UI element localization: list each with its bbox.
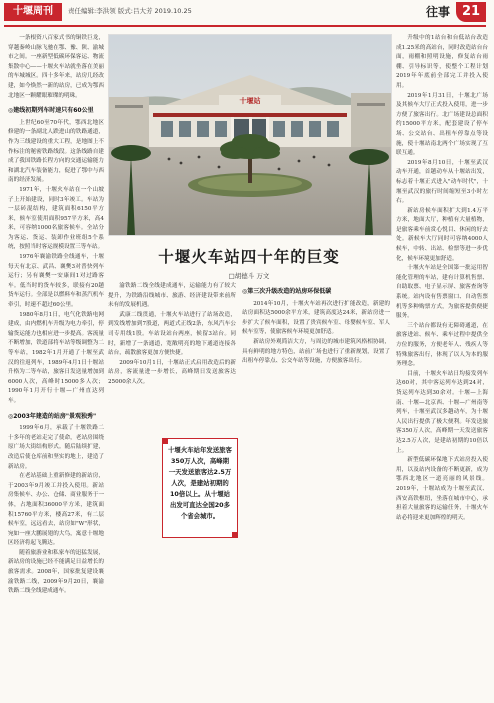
paragraph: 在老站基础上重新修建的新站房，于2003年9月竣工并投入使用。新站房集候车、办公、仓储、商业服务于一体，占地面积36000平方米，建筑面积15760平方米，楼高27米，有二层候车室，远远看去，站房如"W"形状，宛如一座大鹏展翅的大鸟，寓意十堰地区经济将起飞腾达。 — [8, 473, 104, 547]
page-number: 21 — [456, 2, 486, 22]
column-left — [8, 34, 104, 696]
paragraph: 2009年10月1日，十堰站正式启用改造后的新站房，客流量进一步增长，高峰期日发送旅客达25000余人次。 — [108, 359, 236, 385]
station-photo-image — [109, 35, 391, 235]
paragraph: 1976年襄渝铁路全线通车，十堰每天有北京、武昌、襄樊3对普快列车运行；另有襄樊一安康间1对过路客车。低当时的货车较多，联接有20趟货车运行。全部是以燃料车和蒸汽机车牵引，时速不超过60公里。 — [8, 254, 104, 309]
paragraph: 上世纪60至70年代，鄂西北地区修建的一条副北人跌进山的铁路通道，作为三线建设的重大工程，是地图上不作标注的秘密铁路线段。这条线路自建成了我国铁路长程方向的交通运输能力和湖北汽车装备能力，促进了鄂中与西南的经济发展。 — [8, 119, 104, 184]
paragraph: 随着旅游业和私家车的迅猛发展，新站房的设施已经不能满足日益增长的旅客需求。2008年，国家批复建设襄渝铁路二线，2009年9月20日，襄渝铁路二线全线建成通车。 — [8, 549, 104, 595]
pull-quote-corner — [162, 438, 168, 444]
section-subheading: ◎第三次升级改造的站房环保低碳 — [242, 288, 332, 295]
header-rule — [4, 25, 486, 27]
page-header — [0, 0, 494, 26]
paragraph: 1971年，十堰火车站在一个山坡子上开始建设，同时3年竣工。车站为一层砖混结构，建筑面积6150平方米，候车室使用面积957平方米，高4米，可容纳1000名旅客候车。全站分为客运、货运、装卸作业班组5个系统，按照当时客运规模设置三等车站。 — [8, 186, 104, 251]
paragraph: 2014年10月，十堰火车站再次进行扩能改造，新建的站房面积达5000余平方米，建筑高度达24米，新站房进一步扩大了候车面积，设置了贵宾候车室、母婴候车室、军人候车室等，使旅客候车环境更加舒适。 — [242, 300, 390, 336]
article-title: 十堰火车站四十年的巨变 — [158, 247, 340, 266]
article-byline: □胡德斗 万文 — [228, 272, 270, 280]
paragraph: 一条根资八百家式书的铜铁巨龙，穿越秦岭山脉飞驰在鄂、豫、陕、渝城市之间。一座新型低碳环保客运、物流集散中心——十堰火车站就坐落在美丽的车城城区。四十多年来，站房几经改建，如今焕然一新的站房，已成为鄂西北地区一颗耀眼璀璨的明珠。 — [8, 35, 104, 99]
paragraph: 渝铁路二线全线建成通车，运输能力有了较大提升，为铁路沿线城市、旅游、经济建设带来前所未有的发展机遇。 — [108, 283, 236, 309]
column-right — [396, 34, 488, 696]
section-name: 往事 — [425, 5, 450, 19]
edit-info: 责任编辑:李洪领 版式:吕大芳 2019.10.25 — [68, 7, 192, 15]
paragraph: 1980年8月1日，电气化铁路电网建成，由内燃机车升级为电力牵引，停输货运能力也相应进一步提高。客流量不断增加，铁道部将车站等级调整为二等车站，1982年1月开通了十堰至武汉的往返列车，1989年4月1日十堰站升格为二等车站，旅客日发送量增加到6000人次，高峰时15000多人次；1990年1月开行十堰—广州直达列车。 — [8, 311, 104, 404]
paragraph: 2019年1月31日，十堰北广场及其候车大厅正式投入使用，进一步方便了旅客出行。北广场建设总面积约15000平方米，配套建设了停车场、公交站台、出租车停靠点等设施，使十堰站南北两个广场实现了互联互通。 — [396, 92, 488, 157]
article-title-block — [108, 245, 390, 280]
station-sign: 十堰站 — [239, 97, 261, 105]
paragraph: 三个站台都设有无障碍通道，在旅客进站、候车、乘车过程中提供全方位的服务，方便老年人、残疾人等特殊旅客出行，体现了以人为本的服务理念。 — [396, 322, 488, 368]
paragraph: 2019年8月10日，十堰至武汉动车开通，首趟动车从十堰站出发，标志着十堰正式进入"动车时代"，十堰至武汉的旅行时间缩短至3小时左右。 — [396, 159, 488, 205]
paragraph: 升级中的1站台和台低站台改造成1.25米的高站台，同时改造站台台面，雨棚和照明设施，修复站台雨棚、引导标识等，使整个工程计划2019年年底前全部完工并投入使用。 — [396, 35, 488, 89]
pull-quote — [162, 438, 238, 538]
pull-quote-text: 十堰火车站年发送旅客350万人次，高峰期一天发送旅客达2.5万人次，是建站初期的10倍以上。从十堰站出发可直达全国20多个省会城市。 — [168, 446, 232, 520]
section-subheading: ◎建线初期列车时速只有60公里 — [8, 107, 94, 115]
column-center — [242, 282, 390, 696]
paragraph: 新站房候车面积扩大到1.4万平方米，地面大厅，种植有大量植物，是旅客乘车前赏心悦目、休闲的好去处。新候车大厅同时可容纳4000人候车，中转、出站、检票等进一步优化，候车环境更加舒适。 — [396, 207, 488, 262]
paragraph: 新站房外观简洁大方，与周边的城市建筑风格相协调，具有鲜明的地方特色，站前广场也进行了重新规划，设置了出租车停靠点、公交车站等设施，方便旅客出行。 — [242, 338, 390, 365]
column-middle-lower — [108, 540, 236, 696]
station-photo — [108, 34, 392, 236]
pull-quote-corner — [232, 532, 238, 538]
paragraph: 武康二线贯通，十堰火车站进行了站场改造，到发线增加到7股道，两道式正线2条，东风汽车公司专用线1股。车站设站台两座，候留3站台。同时，新增了一条通道，宽敞明亮的地下通道连接各站台，疏散旅客更加方便快捷。 — [108, 311, 236, 357]
paragraph: 目前，十堰火车站日均接发列车达60对，其中客运列车达到24对，货运列车达到30余对。十堰—上海南、十堰—北京西、十堰—广州南等列车，十堰至武汉多趟动车，为十堰人民出行提供了极大便利。年发送旅客350万人次，高峰期一天发送旅客达2.5万人次，是建站初期的10倍以上。 — [396, 370, 488, 454]
paragraph: 十堰火车站是全国第一批运用智能化管理的车站，建有计算机售票、自助取票、电子显示屏、旅客查询等系统。站内设有售票窗口、自动售票机等多种购票方式，为旅客提供便捷服务。 — [396, 265, 488, 320]
column-middle — [108, 282, 236, 432]
paragraph: 新型低碳环保地下式站房投入使用，以及站内设备的不断更新，成为鄂西北地区一道亮丽的风景线。2019年，十堰站成为十堰至武汉、西安高铁枢纽，坐落在城市中心，承担着大量旅客的运输任务，十堰火车站必将迎来更加辉煌的明天。 — [396, 457, 488, 521]
masthead: 十堰周刊 — [4, 3, 62, 21]
paragraph: 1999年6月，承载了十堰铁路二十多年的老站走完了使命，老站房围绕原广场大街结构形式。随后陆续扩建，改造后使仓库前和坚实的地上，建造了新站房。 — [8, 425, 104, 470]
section-subheading: ◎2003年建造的站房"景观独秀" — [8, 412, 97, 420]
